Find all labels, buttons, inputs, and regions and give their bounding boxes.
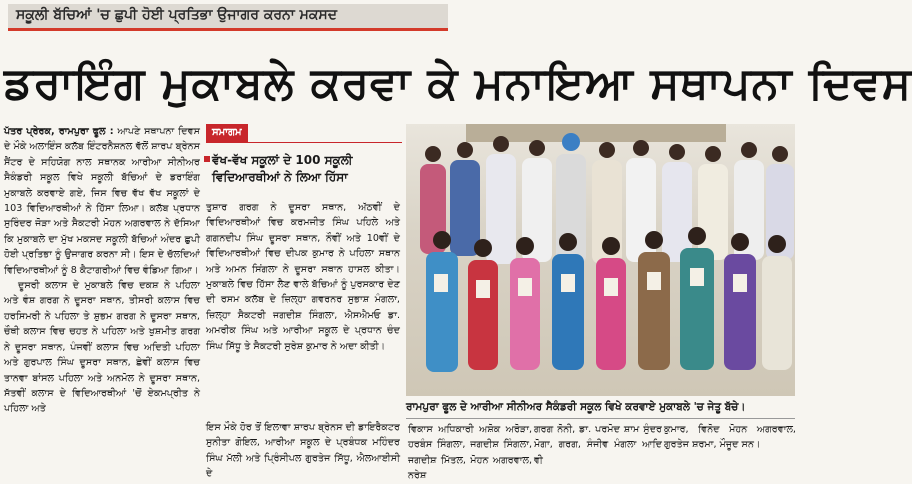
article-column-3a: ਵਿਕਾਸ ਅਧਿਕਾਰੀ ਅਸ਼ੋਕ ਅਰੋੜਾ, ਹਰਬੰਸ ਸਿੰਗਲਾ, ਜਗਦੀਸ਼ ਸਿੰਗਲਾ, ਜਗਦੀਸ਼ ਮਿੱਤਲ, ਮੋਹਨ ਅਗਰਵਾਲ, ਨਰੇਸ਼ [408,424,532,482]
kicker-strap [8,4,448,31]
highlight-text: ਵੱਖ-ਵੱਖ ਸਕੂਲਾਂ ਦੇ 100 ਸਕੂਲੀ ਵਿਦਿਆਰਥੀਆਂ ਨੇ ਲਿਆ ਹਿੱਸਾ [212,153,353,184]
article-column-3c: ਕੁਮਾਰ, ਵਿਨੋਦ ਮੋਹਨ ਅਗਰਵਾਲ, ਗੁਰਤੇਜ ਸ਼ਰਮਾ, ਮੌਜੂਦ ਸਨ। [664,424,796,451]
headline: ਡਰਾਇੰਗ ਮੁਕਾਬਲੇ ਕਰਵਾ ਕੇ ਮਨਾਇਆ ਸਥਾਪਨਾ ਦਿਵਸ [4,58,912,109]
children-front-row [426,248,792,372]
paragraph-1: ਆਪਣੇ ਸਥਾਪਨਾ ਦਿਵਸ ਦੇ ਮੌਕੇ ਅਲਾਇੰਸ ਕਲੱਬ ਇੰਟਰਨੈਸ਼ਨਲ ਵੱਲੋਂ ਸ਼ਾਰਪ ਬ੍ਰੇਨਸ ਸੈਂਟਰ ਦੇ ਸਹਿਯੋਗ ਨਾਲ ਸਥਾਨਕ ਆਰੀਆ ਸੀਨੀਅਰ ਸੈਕੰਡਰੀ ਸਕੂਲ ਵਿਖੇ ਸਕੂਲੀ ਬੱਚਿਆਂ ਦੇ ਡਰਾਇੰਗ ਮੁਕਾਬਲੇ ਕਰਵਾਏ ਗਏ, ਜਿਸ ਵਿਚ ਵੱਖ ਵੱਖ ਸਕੂਲਾਂ ਦੇ 103 ਵਿਦਿਆਰਥੀਆਂ ਨੇ ਹਿੱਸਾ ਲਿਆ। ਕਲੱਬ ਪ੍ਰਧਾਨ ਸੁਰਿੰਦਰ ਜੋੜਾ ਅਤੇ ਸੈਕਟਰੀ ਮੋਹਨ ਅਗਰਵਾਲ ਨੇ ਦੱਸਿਆ ਕਿ ਮੁਕਾਬਲੇ ਦਾ ਮੁੱਖ ਮਕਸਦ ਸਕੂਲੀ ਬੱਚਿਆਂ ਅੰਦਰ ਛੁਪੀ ਹੋਈ ਪ੍ਰਤਿਭਾ ਨੂੰ ਉਜਾਗਰ ਕਰਨਾ ਸੀ। ਇਸ ਦੇ ਚੱਲਦਿਆਂ ਵਿਦਿਆਰਥੀਆਂ ਨੂੰ 8 ਕੈਟਾਗਰੀਆਂ ਵਿਚ ਵੰਡਿਆ ਗਿਆ। [4,126,200,276]
article-column-3b: ਗਰਗ ਨੋਨੀ, ਡਾ. ਪਰਮੋਦ ਸ਼ਾਮ ਸੁੰਦਰ ਮੋਗਾ, ਗਰਗ, ਸੰਜੀਵ ਮੰਗਲਾ ਆਦਿ ਵੀ [534,424,662,466]
paragraph-2: ਦੂਸਰੀ ਕਲਾਸ ਦੇ ਮੁਕਾਬਲੇ ਵਿਚ ਦਕਸ਼ ਨੇ ਪਹਿਲਾ ਅਤੇ ਵੰਸ਼ ਗਰਗ ਨੇ ਦੂਸਰਾ ਸਥਾਨ, ਤੀਸਰੀ ਕਲਾਸ ਵਿਚ ਹਰਸਿਮਰੀ ਨੇ ਪਹਿਲਾ ਤੇ ਸ਼ੁਭਮ ਗਰਗ ਨੇ ਦੂਸਰਾ ਸਥਾਨ, ਚੌਥੀ ਕਲਾਸ ਵਿਚ ਚਹਤ ਨੇ ਪਹਿਲਾ ਅਤੇ ਖੁਸ਼ਮੀਤ ਗਰਗ ਨੇ ਦੂਸਰਾ ਸਥਾਨ, ਪੰਜਵੀਂ ਕਲਾਸ ਵਿਚ ਅਦਿਤੀ ਪਹਿਲਾ ਅਤੇ ਗੁਰਪਾਲ ਸਿੰਘ ਦੂਸਰਾ ਸਥਾਨ, ਛੇਵੀਂ ਕਲਾਸ ਵਿਚ ਤਾਨਵਾ ਬਾਂਸਲ ਪਹਿਲਾ ਅਤੇ ਅਨਮੋਲ ਨੇ ਦੂਸਰਾ ਸਥਾਨ, ਸੱਤਵੀਂ ਕਲਾਸ ਦੇ ਵਿਦਿਆਰਥੀਆਂ 'ਚੋਂ ਏਕਮਪ੍ਰੀਤ ਨੇ ਪਹਿਲਾ ਅਤੇ [4,280,200,415]
highlight-tag: ਸਮਾਗਮ [206,124,248,142]
kicker-text: ਸਕੂਲੀ ਬੱਚਿਆਂ 'ਚ ਛੁਪੀ ਹੋਈ ਪ੍ਰਤਿਭਾ ਉਜਾਗਰ ਕਰਨਾ ਮਕਸਦ [16,7,338,23]
article-column-2-continued: ਇਸ ਮੌਕੇ ਹੋਰ ਤੋਂ ਇਲਾਵਾ ਸ਼ਾਰਪ ਬ੍ਰੇਨਸ ਦੀ ਡਾਇਰੈਕਟਰ ਸੁਨੀਤਾ ਗੋਇਲ, ਆਰੀਆ ਸਕੂਲ ਦੇ ਪ੍ਰਬੰਧਕ ਮਹਿੰਦਰ ਸਿੰਘ ਮੱਲੀ ਅਤੇ ਪ੍ਰਿੰਸੀਪਲ ਗੁਰਤੇਜ ਸਿੱਧੂ, ਐਲਆਈਸੀ ਦੇ [206,422,400,480]
article-column-1 [4,124,200,480]
caption-divider [406,418,795,419]
news-photo [406,124,795,396]
highlight-box [206,124,402,196]
highlight-rule [206,142,402,143]
group-photo-illustration [406,124,795,396]
article-column-2: ਤੁਸ਼ਾਰ ਗਰਗ ਨੇ ਦੂਸਰਾ ਸਥਾਨ, ਅੱਠਵੀਂ ਦੇ ਵਿਦਿਆਰਥੀਆਂ ਵਿਚ ਕਰਮਜੀਤ ਸਿੰਘ ਪਹਿਲੇ ਅਤੇ ਗਗਨਦੀਪ ਸਿੰਘ ਦੂਸਰਾ ਸਥਾਨ, ਨੌਵੀਂ ਅਤੇ 10ਵੀਂ ਦੇ ਵਿਦਿਆਰਥੀਆਂ ਵਿਚ ਦੀਪਕ ਕੁਮਾਰ ਨੇ ਪਹਿਲਾ ਸਥਾਨ ਅਤੇ ਅਮਨ ਸਿਂਗਲਾ ਨੇ ਦੂਸਰਾ ਸਥਾਨ ਹਾਸਲ ਕੀਤਾ। ਮੁਕਾਬਲੇ ਵਿਚ ਹਿੱਸਾ ਲੈਣ ਵਾਲੇ ਬੱਚਿਆਂ ਨੂੰ ਪੁਰਸਕਾਰ ਦੇਣ ਦੀ ਰਸਮ ਕਲੱਬ ਦੇ ਜ਼ਿਲ੍ਹਾ ਗਵਰਨਰ ਸੁਭਾਸ਼ ਮੰਗਲਾ, ਜ਼ਿਲ੍ਹਾ ਸੈਕਟਰੀ ਜਗਦੀਸ਼ ਸਿੰਗਲਾ, ਐਸਐਮਓ ਡਾ. ਅਮਰੀਕ ਸਿੰਘ ਅਤੇ ਆਰੀਆ ਸਕੂਲ ਦੇ ਪ੍ਰਧਾਨ ਚੰਦ ਸਿੰਘ ਸਿੱਧੂ ਤੇ ਸੈਕਟਰੀ ਸੁਰੇਸ਼ ਕੁਮਾਰ ਨੇ ਅਦਾ ਕੀਤੀ। [206,202,400,352]
photo-caption: ਰਾਮਪੁਰਾ ਫੂਲ ਦੇ ਆਰੀਆ ਸੀਨੀਅਰ ਸੈਕੰਡਰੀ ਸਕੂਲ ਵਿਖੇ ਕਰਵਾਏ ਮੁਕਾਬਲੇ 'ਚ ਜੇਤੂ ਬੱਚੇ। [406,401,746,413]
bullet-icon [204,156,210,162]
byline: ਪੱਤਰ ਪ੍ਰੇਰਕ, ਰਾਮਪੁਰਾ ਫੂਲ : [4,126,114,137]
